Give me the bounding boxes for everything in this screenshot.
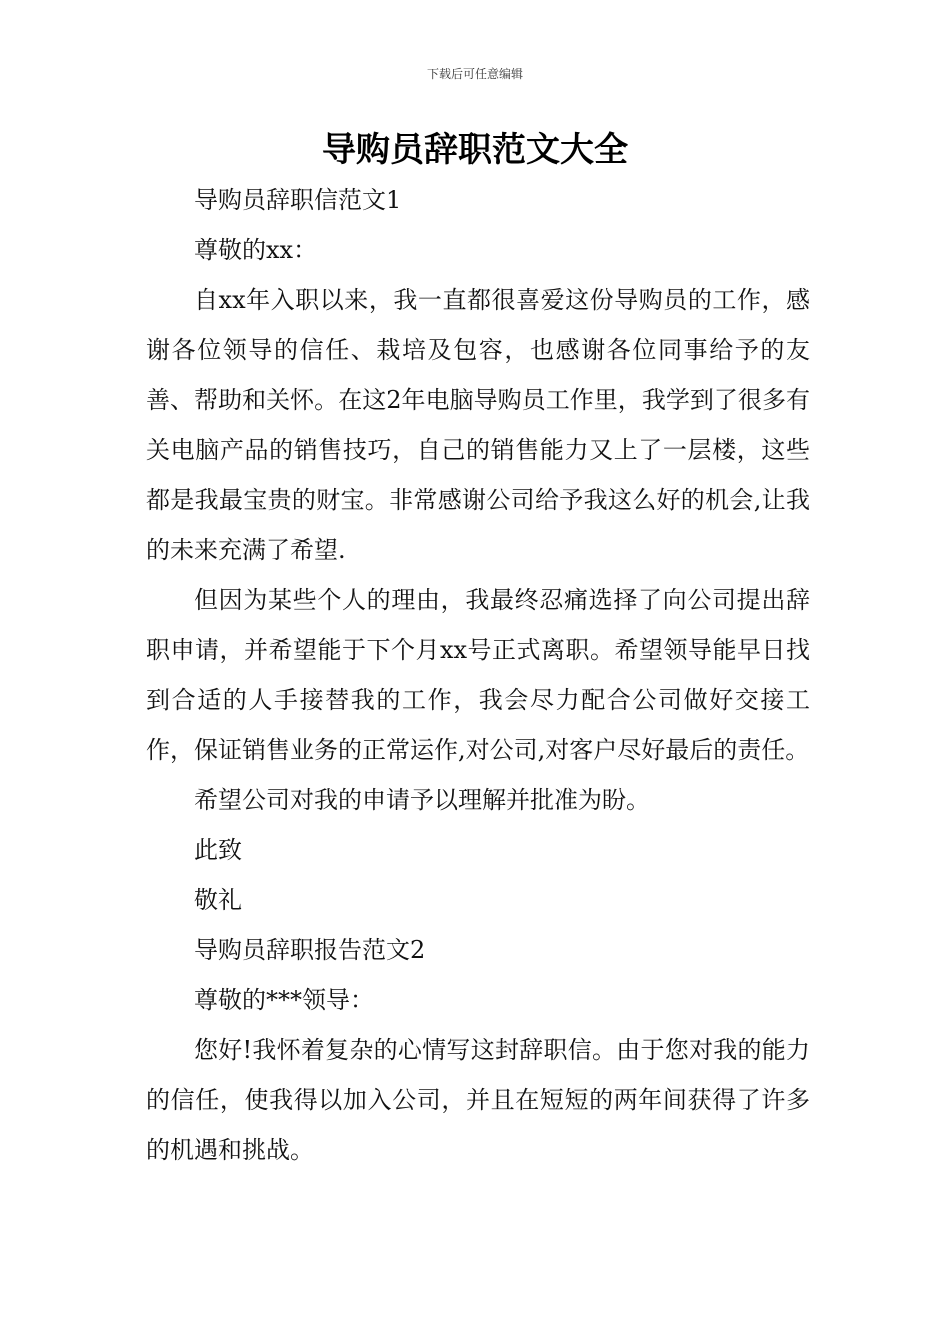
- section-heading-2: 导购员辞职报告范文2: [194, 936, 426, 964]
- salutation-2: 尊敬的***领导：: [194, 986, 374, 1014]
- section-heading-1: 导购员辞职信范文1: [194, 186, 402, 214]
- document-body: [146, 175, 810, 1175]
- document-title: 导购员辞职范文大全: [322, 130, 628, 170]
- closing-line: 此致: [194, 836, 242, 864]
- closing-line: 敬礼: [194, 886, 242, 914]
- body-paragraph: 但因为某些个人的理由，我最终忍痛选择了向公司提出辞职申请，并希望能于下个月xx号正式离职。希望领导能早日找到合适的人手接替我的工作，我会尽力配合公司做好交接工作，保证销售业务的正常运作,对公司,对客户尽好最后的责任。: [146, 586, 810, 764]
- body-paragraph: 希望公司对我的申请予以理解并批准为盼。: [194, 786, 650, 814]
- body-paragraph: 您好!我怀着复杂的心情写这封辞职信。由于您对我的能力的信任，使我得以加入公司，并且在短短的两年间获得了许多的机遇和挑战。: [146, 1036, 810, 1164]
- body-paragraph: 自xx年入职以来，我一直都很喜爱这份导购员的工作，感谢各位领导的信任、栽培及包容，也感谢各位同事给予的友善、帮助和关怀。在这2年电脑导购员工作里，我学到了很多有关电脑产品的销售技巧，自己的销售能力又上了一层楼，这些都是我最宝贵的财宝。非常感谢公司给予我这么好的机会,让我的未来充满了希望.: [146, 286, 810, 564]
- salutation-1: 尊敬的xx：: [194, 236, 318, 264]
- header-note: 下载后可任意编辑: [426, 67, 523, 81]
